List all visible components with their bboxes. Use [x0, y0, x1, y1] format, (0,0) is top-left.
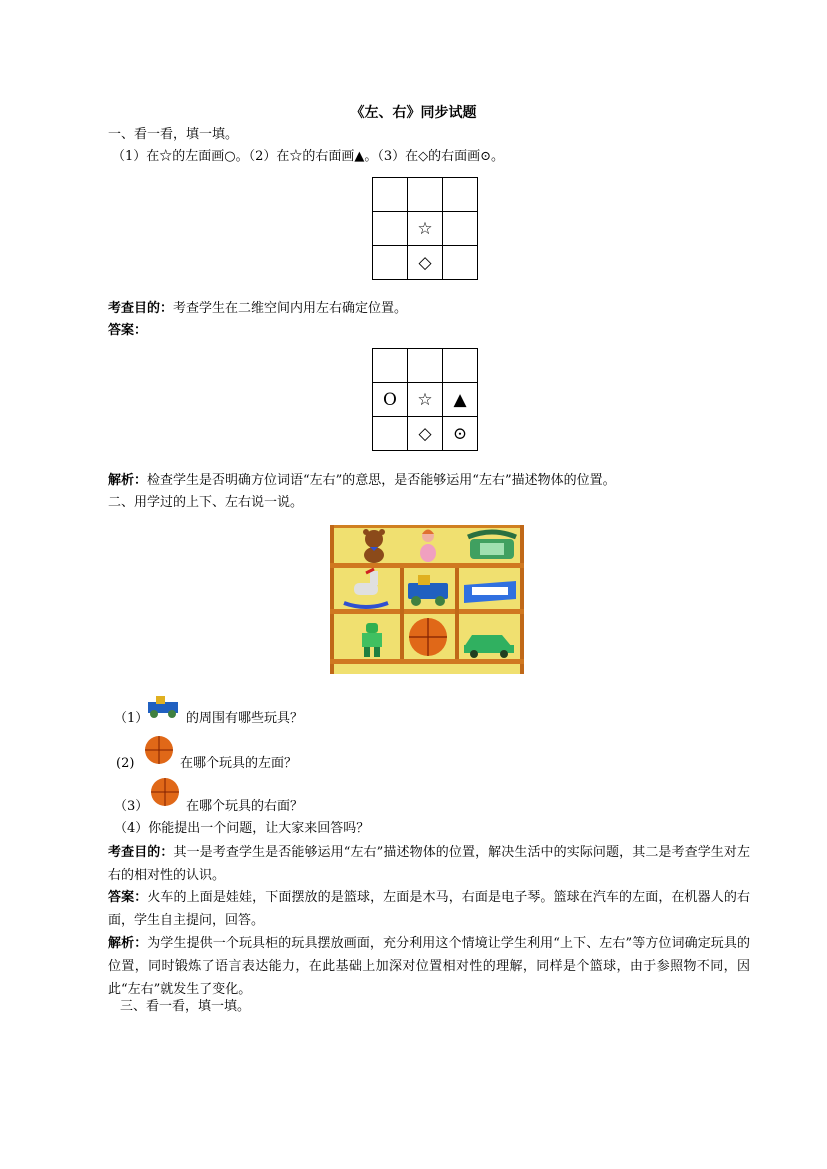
basketball-icon	[143, 734, 175, 766]
analysis-text: 为学生提供一个玩具柜的玩具摆放画面，充分利用这个情境让学生利用“上下、左右”等方位词确定玩具的位置，同时锻炼了语言表达能力，在此基础上加深对位置相对性的理解，同样是个篮球，由于参照物不同，因此“左右”就发生了变化。	[108, 936, 750, 997]
grid-cell: O	[373, 383, 408, 417]
section2-heading: 二、用学过的上下、左右说一说。	[108, 495, 304, 510]
grid-cell: ☆	[408, 383, 443, 417]
analysis-label: 解析：	[108, 473, 148, 488]
grid-cell	[443, 178, 478, 212]
question-2-number: (2)	[116, 756, 135, 771]
toy-train-icon	[146, 694, 182, 720]
grid-cell	[373, 212, 408, 246]
analysis-label: 解析：	[108, 936, 148, 951]
question-2-text: 在哪个玩具的左面？	[180, 756, 298, 771]
question-4: （4）你能提出一个问题，让大家来回答吗？	[114, 821, 370, 836]
grid-cell	[443, 246, 478, 280]
answer-grid	[372, 348, 478, 451]
answer-label-1: 答案：	[108, 323, 148, 338]
purpose-2	[108, 841, 750, 887]
section1-heading: 一、看一看，填一填。	[108, 127, 239, 142]
grid-cell: ◇	[408, 417, 443, 451]
question-1	[114, 710, 148, 728]
grid-cell	[373, 349, 408, 383]
purpose-1	[108, 300, 407, 318]
grid-cell: ◇	[408, 246, 443, 280]
grid-cell: ☆	[408, 212, 443, 246]
answer-text: 火车的上面是娃娃，下面摆放的是篮球，左面是木马，右面是电子琴。篮球在汽车的左面，在机器人的右面，学生自主提问，回答。	[108, 890, 750, 928]
purpose-text: 考查学生在二维空间内用左右确定位置。	[173, 301, 408, 316]
purpose-text: 其一是考查学生是否能够运用“左右”描述物体的位置，解决生活中的实际问题，其二是考查学生对左右的相对性的认识。	[108, 845, 750, 883]
grid-cell: ▲	[443, 383, 478, 417]
toy-shelf-illustration	[330, 525, 524, 674]
purpose-label: 考查目的：	[108, 845, 174, 860]
grid-cell	[443, 349, 478, 383]
grid-cell: ⊙	[443, 417, 478, 451]
page-title: 《左、右》同步试题	[350, 105, 477, 121]
grid-cell	[373, 178, 408, 212]
basketball-icon	[149, 776, 181, 808]
basketball-icon	[409, 618, 447, 656]
question-grid	[372, 177, 478, 280]
section3-heading: 三、看一看，填一填。	[120, 999, 251, 1014]
answer-2	[108, 886, 750, 932]
question-number: （1）	[114, 711, 149, 726]
analysis-2	[108, 932, 750, 1001]
analysis-text: 检查学生是否明确方位词语“左右”的意思，是否能够运用“左右”描述物体的位置。	[147, 473, 616, 488]
answer-label: 答案：	[108, 890, 148, 905]
section1-instruction: （1）在☆的左面画○。（2）在☆的右面画▲。（3）在◇的右面画⊙。	[112, 149, 505, 164]
question-3-number: （3）	[114, 799, 149, 814]
grid-cell	[408, 178, 443, 212]
question-3-text: 在哪个玩具的右面？	[186, 799, 304, 814]
grid-cell	[373, 246, 408, 280]
question-1-text: 的周围有哪些玩具？	[186, 711, 304, 726]
grid-cell	[443, 212, 478, 246]
purpose-label: 考查目的：	[108, 301, 174, 316]
analysis-1	[108, 472, 616, 490]
grid-cell	[408, 349, 443, 383]
grid-cell	[373, 417, 408, 451]
